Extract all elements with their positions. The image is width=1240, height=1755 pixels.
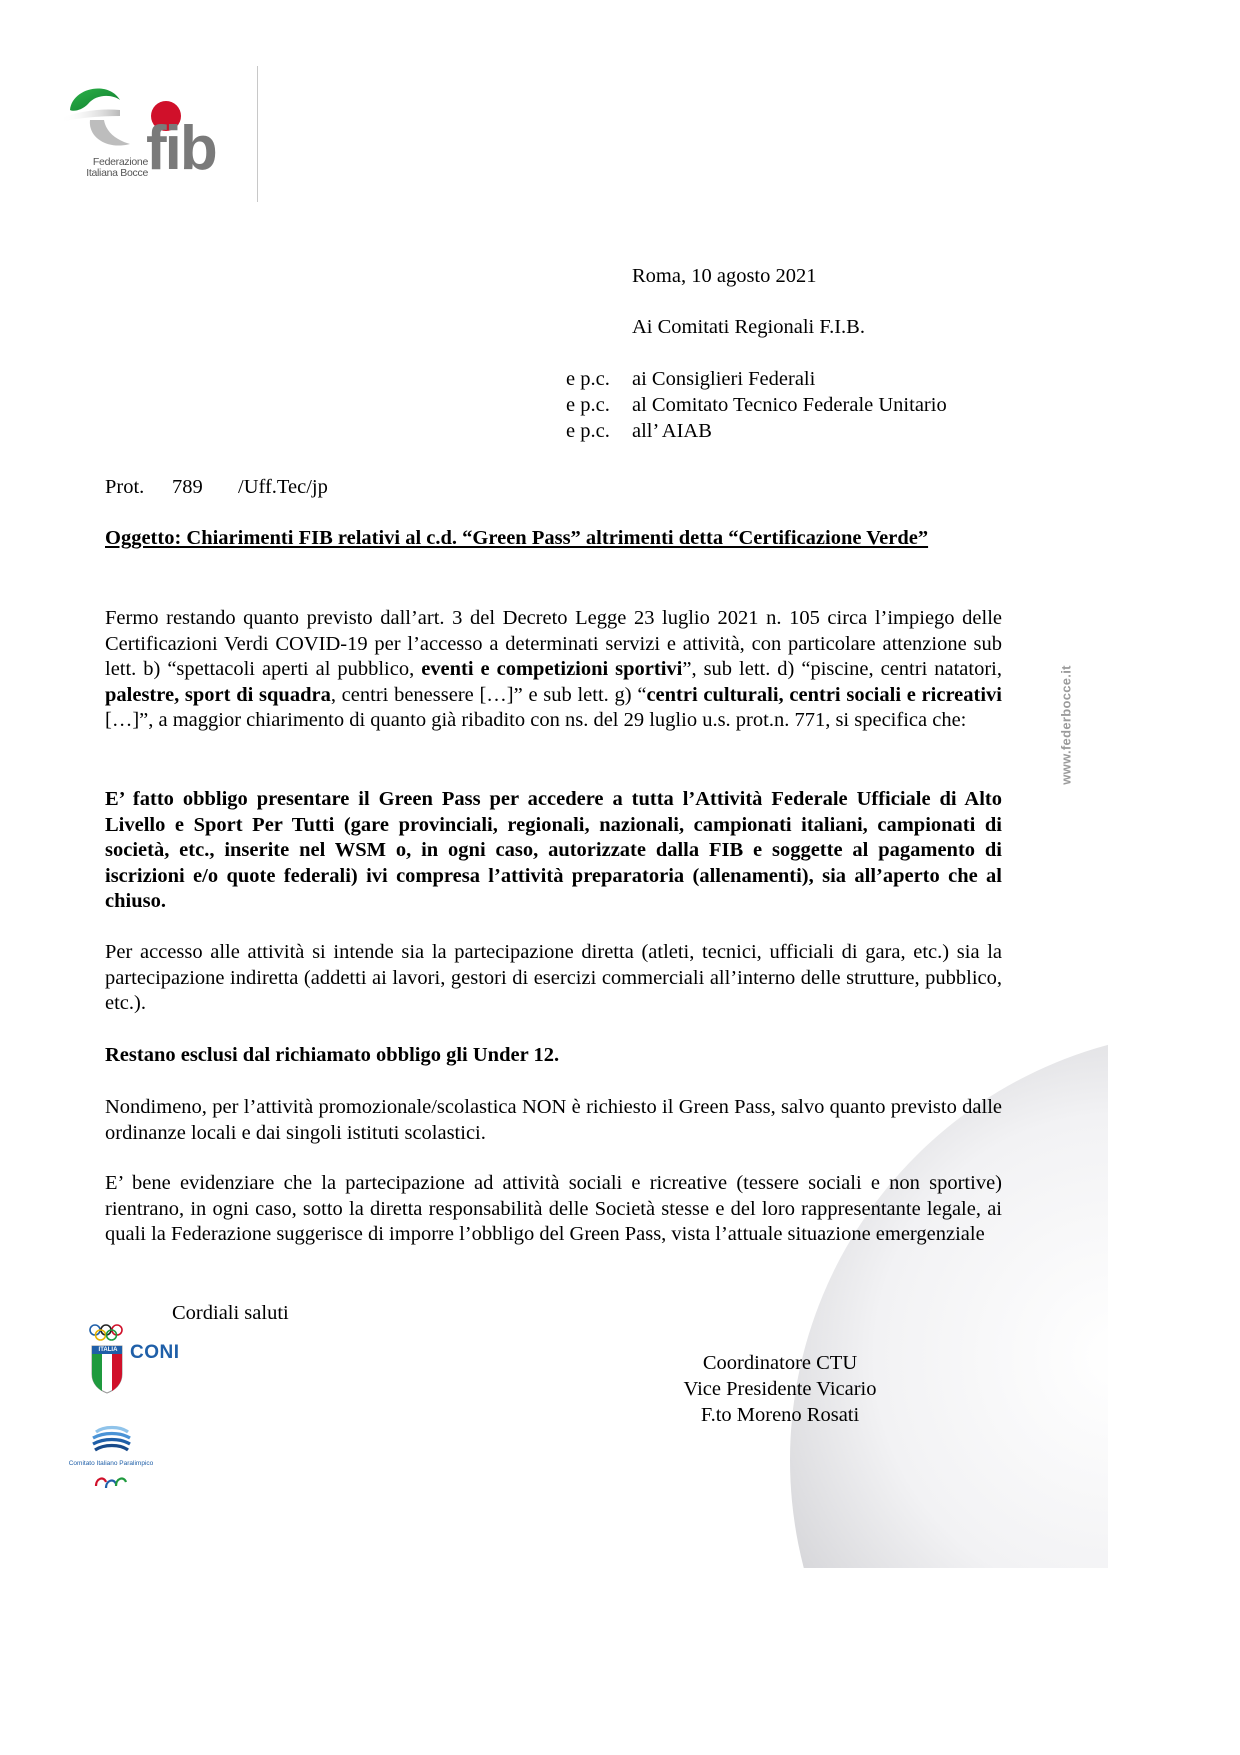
header-divider: [257, 66, 258, 202]
place-date: Roma, 10 agosto 2021: [632, 265, 817, 287]
body-paragraph-1: [105, 606, 1002, 734]
signature-line1: Coordinatore CTU: [702, 1352, 858, 1374]
signature-line2: Vice Presidente Vicario: [683, 1378, 877, 1400]
body-paragraph-3: Per accesso alle attività si intende sia la partecipazione diretta (atleti, tecnici, ufficiali di gara, etc.) sia la partecipazione indiretta (addetti ai lavori, gestori di esercizi commerciali all’interno delle strutture, pubblico, etc.).: [105, 941, 1002, 1015]
cc-recipient: all’ AIAB: [632, 420, 712, 442]
letter-subject: Oggetto: Chiarimenti FIB relativi al c.d. “Green Pass” altrimenti detta “Certificazione Verde”: [105, 527, 929, 549]
cc-recipient: al Comitato Tecnico Federale Unitario: [632, 394, 947, 416]
signature-line3: F.to Moreno Rosati: [700, 1404, 860, 1426]
side-url: www.federbocce.it: [1058, 665, 1074, 785]
paralympic-logo: [66, 1418, 156, 1498]
protocol-label: Prot.: [105, 476, 145, 498]
body-paragraph-2: E’ fatto obbligo presentare il Green Pass per accedere a tutta l’Attività Federale Ufficiale di Alto Livello e Sport Per Tutti (gare provinciali, regionali, nazionali, campionati italiani, campionati di società, etc., inserite nel WSM o, in ogni caso, autorizzate dalla FIB e soggette al pagamento di iscrizioni e/o quote federali) ivi compresa l’attività preparatoria (allenamenti), sia all’aperto che al chiuso.: [105, 788, 1002, 913]
body-text: , centri benessere […]” e sub lett. g) “: [330, 683, 647, 706]
fib-wordmark: fib: [146, 114, 216, 183]
body-text: Fermo restando quanto previsto dall’art. 3 del Decreto Legge 23 luglio 2021 n. 105 circa l’impiego delle Certificazioni Verdi COVID-19 per l’accesso a determinati servizi e attività, con particolare attenzione sub lett. b) “spettacoli aperti al pubblico,: [105, 607, 1002, 681]
body-bold-text: palestre, sport di squadra: [105, 683, 331, 706]
agitos-icon: [66, 1470, 156, 1494]
closing: Cordiali saluti: [172, 1302, 289, 1324]
body-paragraph-6: E’ bene evidenziare che la partecipazione ad attività sociali e ricreative (tessere sociali e non sportive) rientrano, in ogni caso, sotto la diretta responsabilità delle Società stesse e del loro rappresentante legale, ai quali la Federazione suggerisce di imporre l’obbligo del Green Pass, vista l’attuale situazione emergenziale: [105, 1172, 1002, 1246]
body-paragraph-4: Restano esclusi dal richiamato obbligo gli Under 12.: [105, 1044, 560, 1066]
body-text: ”, sub lett. d) “piscine, centri natatori,: [682, 658, 1002, 681]
coni-shield-text: ITALIA: [98, 1347, 118, 1353]
coni-label: CONI: [130, 1342, 180, 1363]
paralympic-globe-icon: [66, 1418, 156, 1460]
recipient-main: Ai Comitati Regionali F.I.B.: [632, 316, 865, 338]
logo-text-line1: Federazione: [92, 156, 148, 168]
cc-prefix: e p.c.: [566, 394, 610, 416]
fib-logo-caption: [78, 157, 148, 179]
coni-logo: [85, 1322, 185, 1397]
protocol-number: 789: [172, 476, 203, 498]
body-text: […]”, a maggior chiarimento di quanto già ribadito con ns. del 29 luglio u.s. prot.n. 771, si specifica che:: [105, 709, 967, 732]
cc-prefix: e p.c.: [566, 420, 610, 442]
body-paragraph-5: Nondimeno, per l’attività promozionale/scolastica NON è richiesto il Green Pass, salvo quanto previsto dalle ordinanze locali e dai singoli istituti scolastici.: [105, 1096, 1002, 1144]
logo-text-line2: Italiana Bocce: [86, 167, 148, 179]
body-bold-text: centri culturali, centri sociali e ricreativi: [646, 683, 1002, 706]
paralympic-label: Comitato Italiano Paralimpico: [68, 1460, 154, 1467]
body-bold-text: eventi e competizioni sportivi: [421, 658, 683, 681]
cc-recipient: ai Consiglieri Federali: [632, 368, 816, 390]
coni-shield-icon: [85, 1322, 135, 1397]
cc-prefix: e p.c.: [566, 368, 610, 390]
protocol-office: /Uff.Tec/jp: [238, 476, 328, 498]
